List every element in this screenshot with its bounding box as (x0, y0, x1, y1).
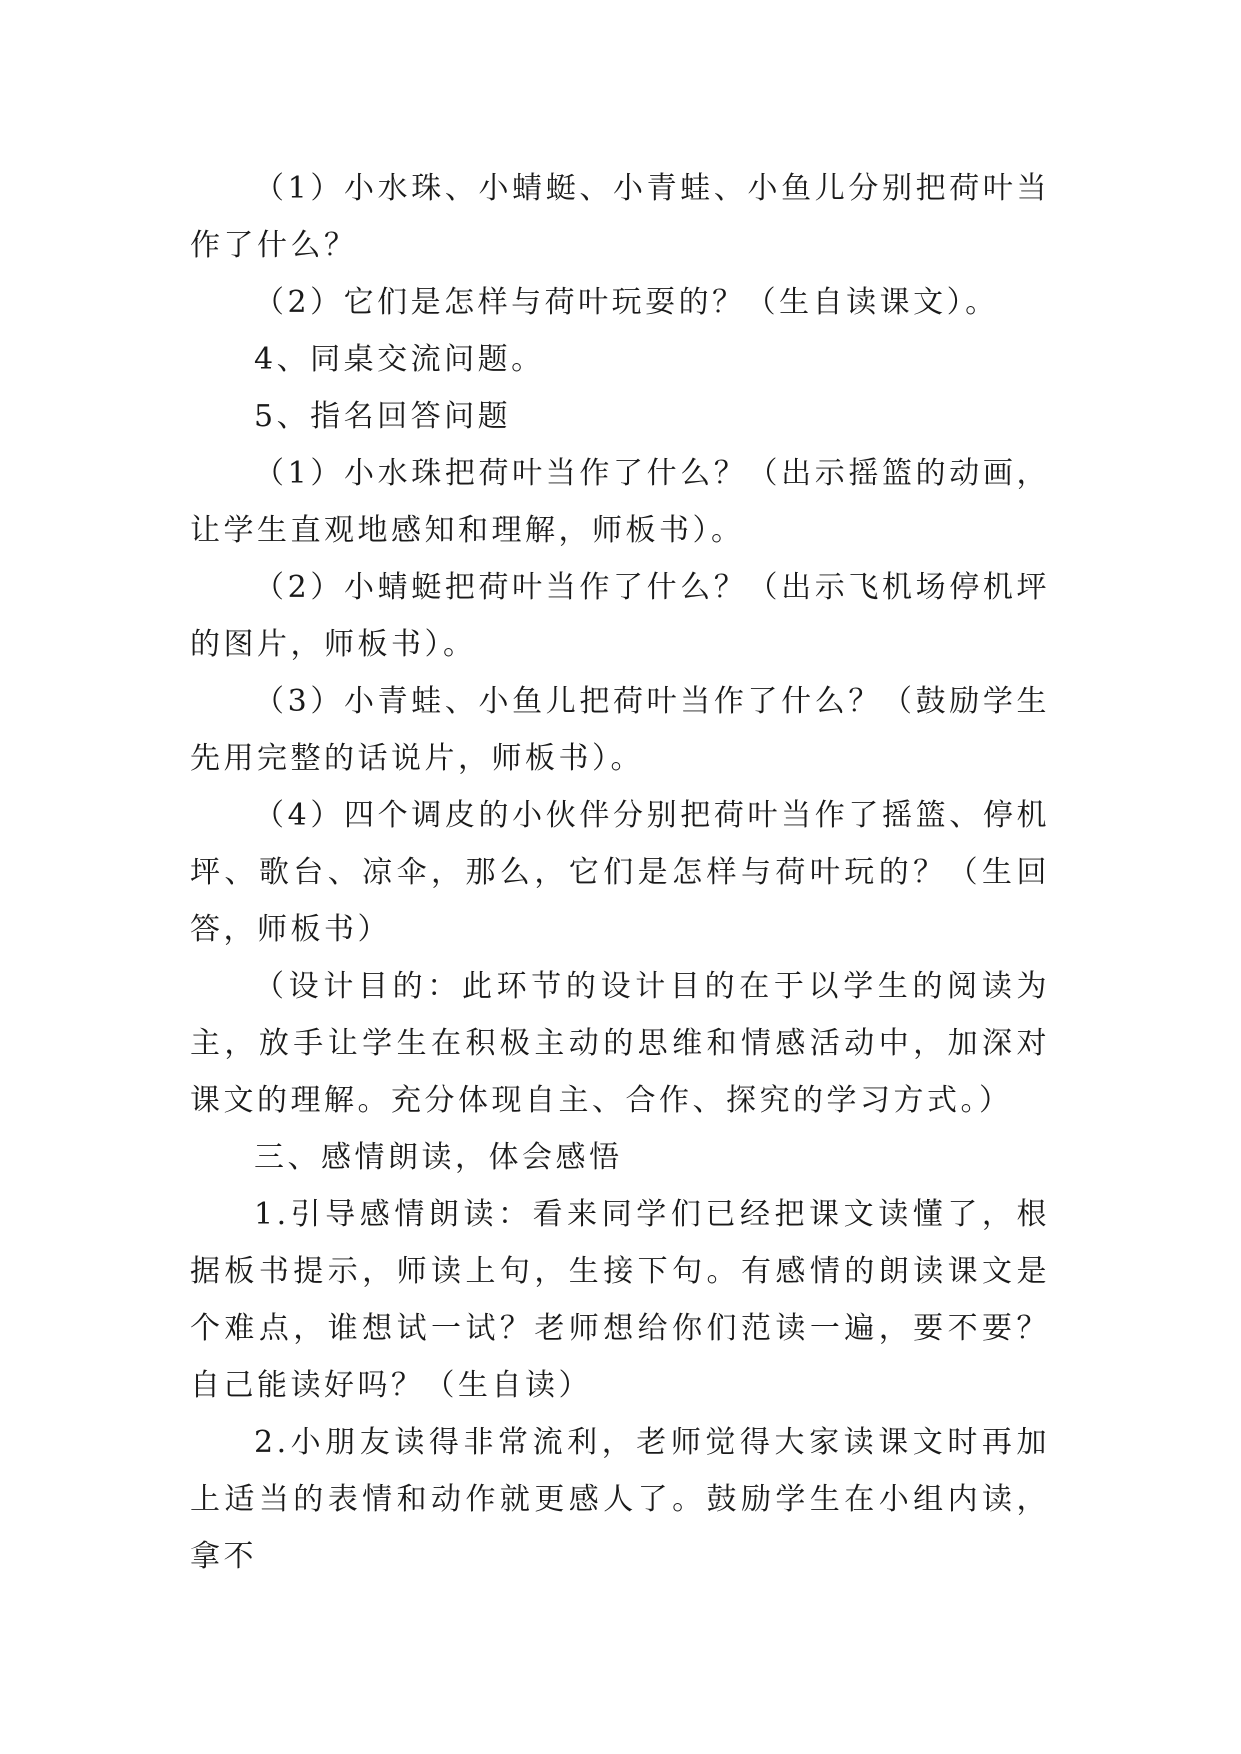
paragraph-reading-2: 2.小朋友读得非常流利，老师觉得大家读课文时再加上适当的表情和动作就更感人了。鼓励学生在小组内读，拿不 (190, 1425, 1050, 1574)
paragraph-question-2: （2）它们是怎样与荷叶玩耍的？（生自读课文）。 (254, 285, 999, 320)
paragraph-step-5: 5、指名回答问题 (254, 399, 512, 434)
paragraph-answer-3: （3）小青蛙、小鱼儿把荷叶当作了什么？（鼓励学生先用完整的话说片，师板书）。 (190, 684, 1050, 776)
paragraph-question-1: （1）小水珠、小蜻蜓、小青蛙、小鱼儿分别把荷叶当作了什么？ (190, 171, 1050, 263)
paragraph-step-4: 4、同桌交流问题。 (254, 342, 545, 377)
paragraph-design-purpose: （设计目的：此环节的设计目的在于以学生的阅读为主，放手让学生在积极主动的思维和情感活动中，加深对课文的理解。充分体现自主、合作、探究的学习方式。） (190, 969, 1050, 1118)
document-body (190, 160, 1050, 1585)
paragraph-answer-1: （1）小水珠把荷叶当作了什么？（出示摇篮的动画，让学生直观地感知和理解，师板书）。 (190, 456, 1050, 548)
paragraph-answer-4: （4）四个调皮的小伙伴分别把荷叶当作了摇篮、停机坪、歌台、凉伞，那么，它们是怎样与荷叶玩的？（生回答，师板书） (190, 798, 1050, 947)
paragraph-answer-2: （2）小蜻蜓把荷叶当作了什么？（出示飞机场停机坪的图片，师板书）。 (190, 570, 1050, 662)
paragraph-reading-1: 1.引导感情朗读：看来同学们已经把课文读懂了，根据板书提示，师读上句，生接下句。有感情的朗读课文是个难点，谁想试一试？老师想给你们范读一遍，要不要？自己能读好吗？（生自读） (190, 1197, 1050, 1403)
section-heading-3: 三、感情朗读，体会感悟 (254, 1140, 623, 1175)
